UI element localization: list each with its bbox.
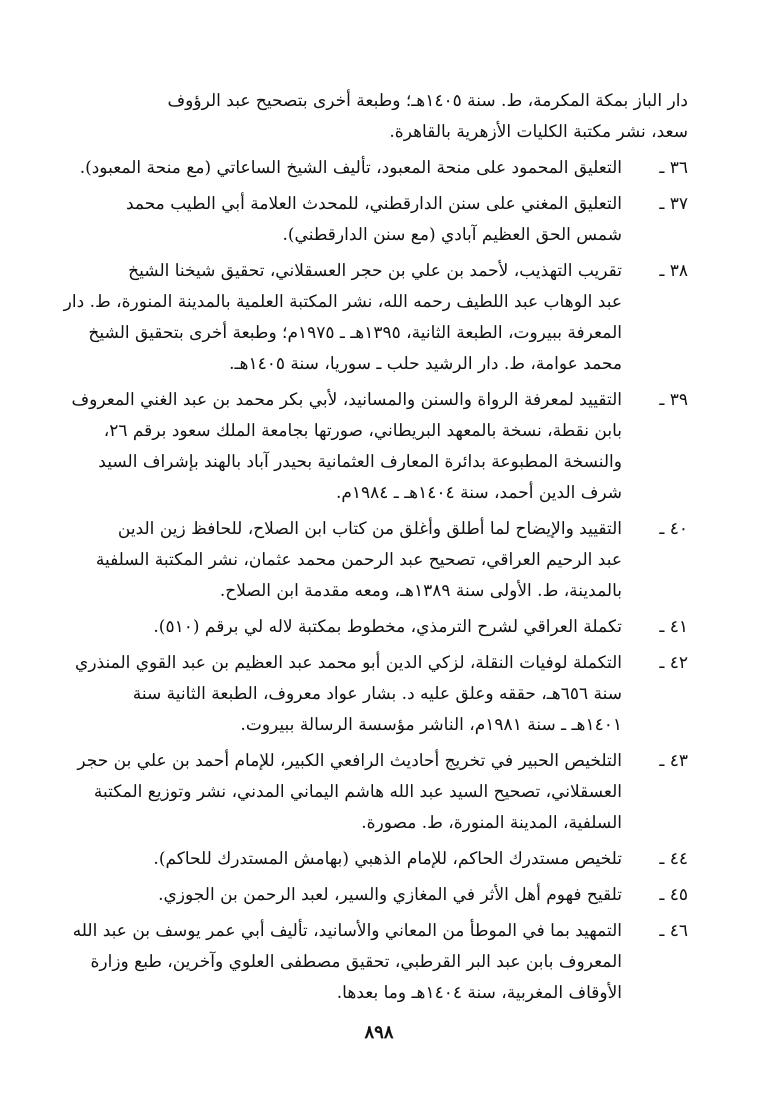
bibliography-entry-46 bbox=[72, 916, 688, 1009]
continued-entry bbox=[88, 86, 688, 148]
entry-line: تقريب التهذيب، لأحمد بن علي بن حجر العسقلاني، تحقيق شيخنا الشيخ bbox=[128, 261, 622, 281]
entry-number: ٤٢ ـ bbox=[659, 653, 688, 673]
bibliography-entry-36 bbox=[79, 153, 688, 184]
bibliography-entry-39 bbox=[71, 385, 688, 509]
entry-line: التكملة لوفيات النقلة، لزكي الدين أبو محمد عبد العظيم بن عبد القوي المنذري bbox=[75, 653, 622, 673]
bibliography-entry-45 bbox=[88, 880, 688, 911]
bibliography-entry-41 bbox=[88, 612, 688, 643]
bibliography-entry-38 bbox=[63, 256, 688, 380]
entry-line: التمهيد بما في الموطأ من المعاني والأسانيد، تأليف أبي عمر يوسف بن عبد الله bbox=[72, 921, 622, 941]
entry-line: تلقيح فهوم أهل الأثر في المغازي والسير، لعبد الرحمن بن الجوزي. bbox=[158, 885, 622, 905]
entry-line: سعد، نشر مكتبة الكليات الأزهرية بالقاهرة. bbox=[389, 122, 688, 142]
entry-line: التعليق المحمود على منحة المعبود، تأليف الشيخ الساعاتي (مع منحة المعبود). bbox=[79, 158, 622, 178]
entry-line: تلخيص مستدرك الحاكم، للإمام الذهبي (بهامش المستدرك للحاكم). bbox=[153, 849, 622, 869]
entry-line: المعرفة ببيروت، الطبعة الثانية، ١٣٩٥هـ ـ ١٩٧٥م؛ وطبعة أخرى بتحقيق الشيخ bbox=[88, 323, 622, 343]
bibliography-entry-44 bbox=[88, 844, 688, 875]
entry-number: ٣٧ ـ bbox=[659, 194, 688, 214]
entry-line: عبد الوهاب عبد اللطيف رحمه الله، نشر المكتبة العلمية بالمدينة المنورة، ط. دار bbox=[63, 292, 622, 312]
entry-line: عبد الرحيم العراقي، تصحيح عبد الرحمن محمد عثمان، نشر المكتبة السلفية bbox=[95, 550, 622, 570]
entry-line: التعليق المغني على سنن الدارقطني، للمحدث العلامة أبي الطيب محمد bbox=[125, 194, 622, 214]
entry-number: ٣٩ ـ bbox=[659, 390, 688, 410]
entry-line: السلفية، المدينة المنورة، ط. مصورة. bbox=[361, 813, 622, 833]
bibliography-page bbox=[63, 86, 688, 1086]
entry-number: ٤٠ ـ bbox=[659, 519, 688, 539]
bibliography-entry-42 bbox=[75, 648, 688, 741]
entry-line: شرف الدين أحمد، سنة ١٤٠٤هـ ـ ١٩٨٤م. bbox=[335, 483, 622, 503]
bibliography-entry-43 bbox=[77, 746, 688, 839]
bibliography-entry-40 bbox=[88, 514, 688, 607]
entry-line: المعروف بابن عبد البر القرطبي، تحقيق مصطفى العلوي وآخرين، طبع وزارة bbox=[90, 952, 622, 972]
entry-line: شمس الحق العظيم آبادي (مع سنن الدارقطني). bbox=[282, 225, 622, 245]
entry-line: محمد عوامة، ط. دار الرشيد حلب ـ سوريا، سنة ١٤٠٥هـ. bbox=[229, 354, 622, 374]
entry-line: بابن نقطة، نسخة بالمعهد البريطاني، صورتها بجامعة الملك سعود برقم ٢٦، bbox=[103, 421, 622, 441]
entry-line: بالمدينة، ط. الأولى سنة ١٣٨٩هـ، ومعه مقدمة ابن الصلاح. bbox=[219, 581, 622, 601]
bibliography-entry-37 bbox=[88, 189, 688, 251]
entry-line: التلخيص الحبير في تخريج أحاديث الرافعي الكبير، للإمام أحمد بن علي بن حجر bbox=[77, 751, 622, 771]
entry-line: تكملة العراقي لشرح الترمذي، مخطوط بمكتبة لاله لي برقم (٥١٠). bbox=[153, 617, 622, 637]
page-number: ٨٩٨ bbox=[364, 1022, 394, 1043]
entry-line: والنسخة المطبوعة بدائرة المعارف العثمانية بحيدر آباد بالهند بإشراف السيد bbox=[98, 452, 622, 472]
entry-line: ١٤٠١هـ ـ سنة ١٩٨١م، الناشر مؤسسة الرسالة ببيروت. bbox=[240, 715, 622, 735]
entry-line: العسقلاني، تصحيح السيد عبد الله هاشم اليماني المدني، نشر وتوزيع المكتبة bbox=[93, 782, 622, 802]
entry-line: دار الباز بمكة المكرمة، ط. سنة ١٤٠٥هـ؛ وطبعة أخرى بتصحيح عبد الرؤوف bbox=[167, 91, 688, 111]
entry-number: ٤٦ ـ bbox=[659, 921, 688, 941]
entry-line: الأوقاف المغربية، سنة ١٤٠٤هـ وما بعدها. bbox=[336, 983, 622, 1003]
entry-number: ٣٦ ـ bbox=[659, 158, 688, 178]
entry-number: ٣٨ ـ bbox=[659, 261, 688, 281]
entry-number: ٤٣ ـ bbox=[659, 751, 688, 771]
entry-line: التقييد والإيضاح لما أطلق وأغلق من كتاب ابن الصلاح، للحافظ زين الدين bbox=[117, 519, 622, 539]
entry-line: سنة ٦٥٦هـ، حققه وعلق عليه د. بشار عواد معروف، الطبعة الثانية سنة bbox=[132, 684, 622, 704]
entry-number: ٤٤ ـ bbox=[659, 849, 688, 869]
entry-line: التقييد لمعرفة الرواة والسنن والمسانيد، لأبي بكر محمد بن عبد الغني المعروف bbox=[71, 390, 622, 410]
entry-number: ٤٥ ـ bbox=[659, 885, 688, 905]
entry-number: ٤١ ـ bbox=[659, 617, 688, 637]
